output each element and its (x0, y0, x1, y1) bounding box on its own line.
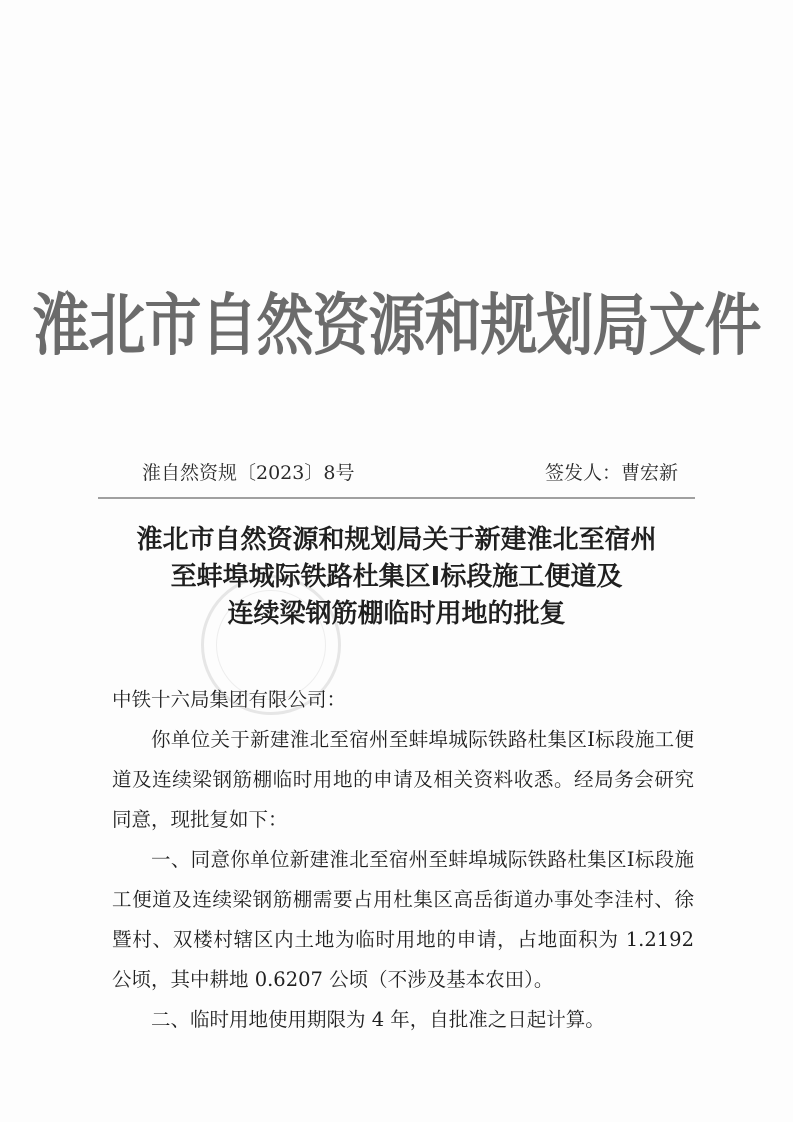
subject-line-3: 连续梁钢筋棚临时用地的批复 (227, 599, 566, 629)
body-paragraph: 你单位关于新建淮北至宿州至蚌埠城际铁路杜集区I标段施工便道及连续梁钢筋棚临时用地的申请及相关资料收悉。经局务会研究同意，现批复如下： (112, 728, 694, 831)
signer-line: 签发人：曹宏新 (544, 462, 678, 484)
header-divider (98, 497, 695, 499)
salutation: 中铁十六局集团有限公司： (112, 688, 347, 711)
subject-line-2: 至蚌埠城际铁路杜集区Ⅰ标段施工便道及 (170, 562, 623, 592)
body-paragraph: 二、临时用地使用期限为 4 年，自批准之日起计算。 (151, 1008, 605, 1031)
document-subject (0, 522, 793, 633)
document-body (112, 680, 694, 1040)
document-number: 淮自然资规〔2023〕8号 (142, 462, 355, 484)
body-paragraph: 一、同意你单位新建淮北至宿州至蚌埠城际铁路杜集区I标段施工便道及连续梁钢筋棚需要占用杜集区高岳街道办事处李洼村、徐暨村、双楼村辖区内土地为临时用地的申请，占地面积为 1.2192 公顷，其中耕地 0.6207 公顷（不涉及基本农田）。 (112, 848, 694, 991)
issuing-authority-title: 淮北市自然资源和规划局文件 (32, 287, 761, 366)
subject-line-1: 淮北市自然资源和规划局关于新建淮北至宿州 (136, 525, 657, 555)
